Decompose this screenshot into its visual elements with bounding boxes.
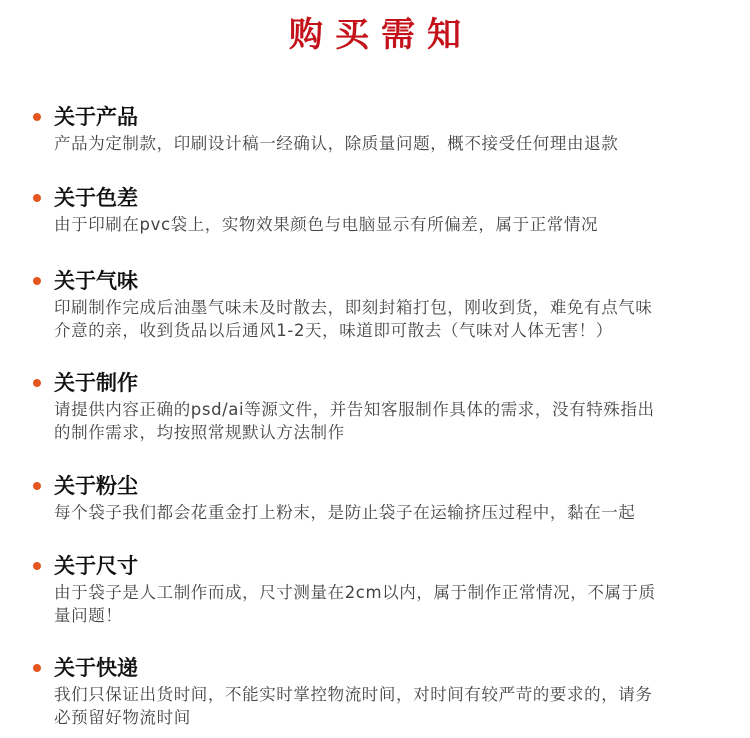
bullet-dot-icon [33, 562, 41, 570]
section-production [0, 368, 750, 444]
section-text: 的制作需求，均按照常规默认方法制作 [54, 423, 345, 442]
section-text: 量问题！ [54, 606, 123, 625]
bullet-dot-icon [33, 113, 41, 121]
section-text: 每个袋子我们都会花重金打上粉末，是防止袋子在运输挤压过程中，黏在一起 [54, 503, 636, 522]
section-heading: 关于制作 [54, 371, 138, 395]
section-heading: 关于粉尘 [54, 474, 138, 498]
section-heading: 关于尺寸 [54, 554, 138, 578]
section-dust [0, 471, 750, 524]
section-odor [0, 266, 750, 342]
bullet-dot-icon [33, 277, 41, 285]
section-text: 由于印刷在pvc袋上，实物效果颜色与电脑显示有所偏差，属于正常情况 [54, 215, 599, 234]
section-text: 由于袋子是人工制作而成，尺寸测量在2cm以内，属于制作正常情况，不属于质 [54, 583, 656, 602]
section-color-difference [0, 183, 750, 236]
section-shipping [0, 653, 750, 729]
page-title: 购买需知 [289, 15, 473, 55]
section-heading: 关于气味 [54, 269, 138, 293]
section-text: 请提供内容正确的psd/ai等源文件，并告知客服制作具体的需求，没有特殊指出 [54, 400, 655, 419]
section-heading: 关于产品 [54, 105, 138, 129]
bullet-dot-icon [33, 664, 41, 672]
section-product [0, 102, 750, 155]
section-text: 印刷制作完成后油墨气味未及时散去，即刻封箱打包，刚收到货，难免有点气味 [54, 298, 653, 317]
bullet-dot-icon [33, 194, 41, 202]
section-text: 产品为定制款，印刷设计稿一经确认，除质量问题，概不接受任何理由退款 [54, 134, 619, 153]
section-size [0, 551, 750, 627]
bullet-dot-icon [33, 482, 41, 490]
bullet-dot-icon [33, 379, 41, 387]
section-text: 我们只保证出货时间，不能实时掌控物流时间，对时间有较严苛的要求的，请务 [54, 685, 653, 704]
section-text: 介意的亲，收到货品以后通风1-2天，味道即可散去（气味对人体无害！） [54, 321, 613, 340]
section-heading: 关于色差 [54, 186, 138, 210]
section-heading: 关于快递 [54, 656, 138, 680]
section-text: 必预留好物流时间 [54, 708, 191, 727]
